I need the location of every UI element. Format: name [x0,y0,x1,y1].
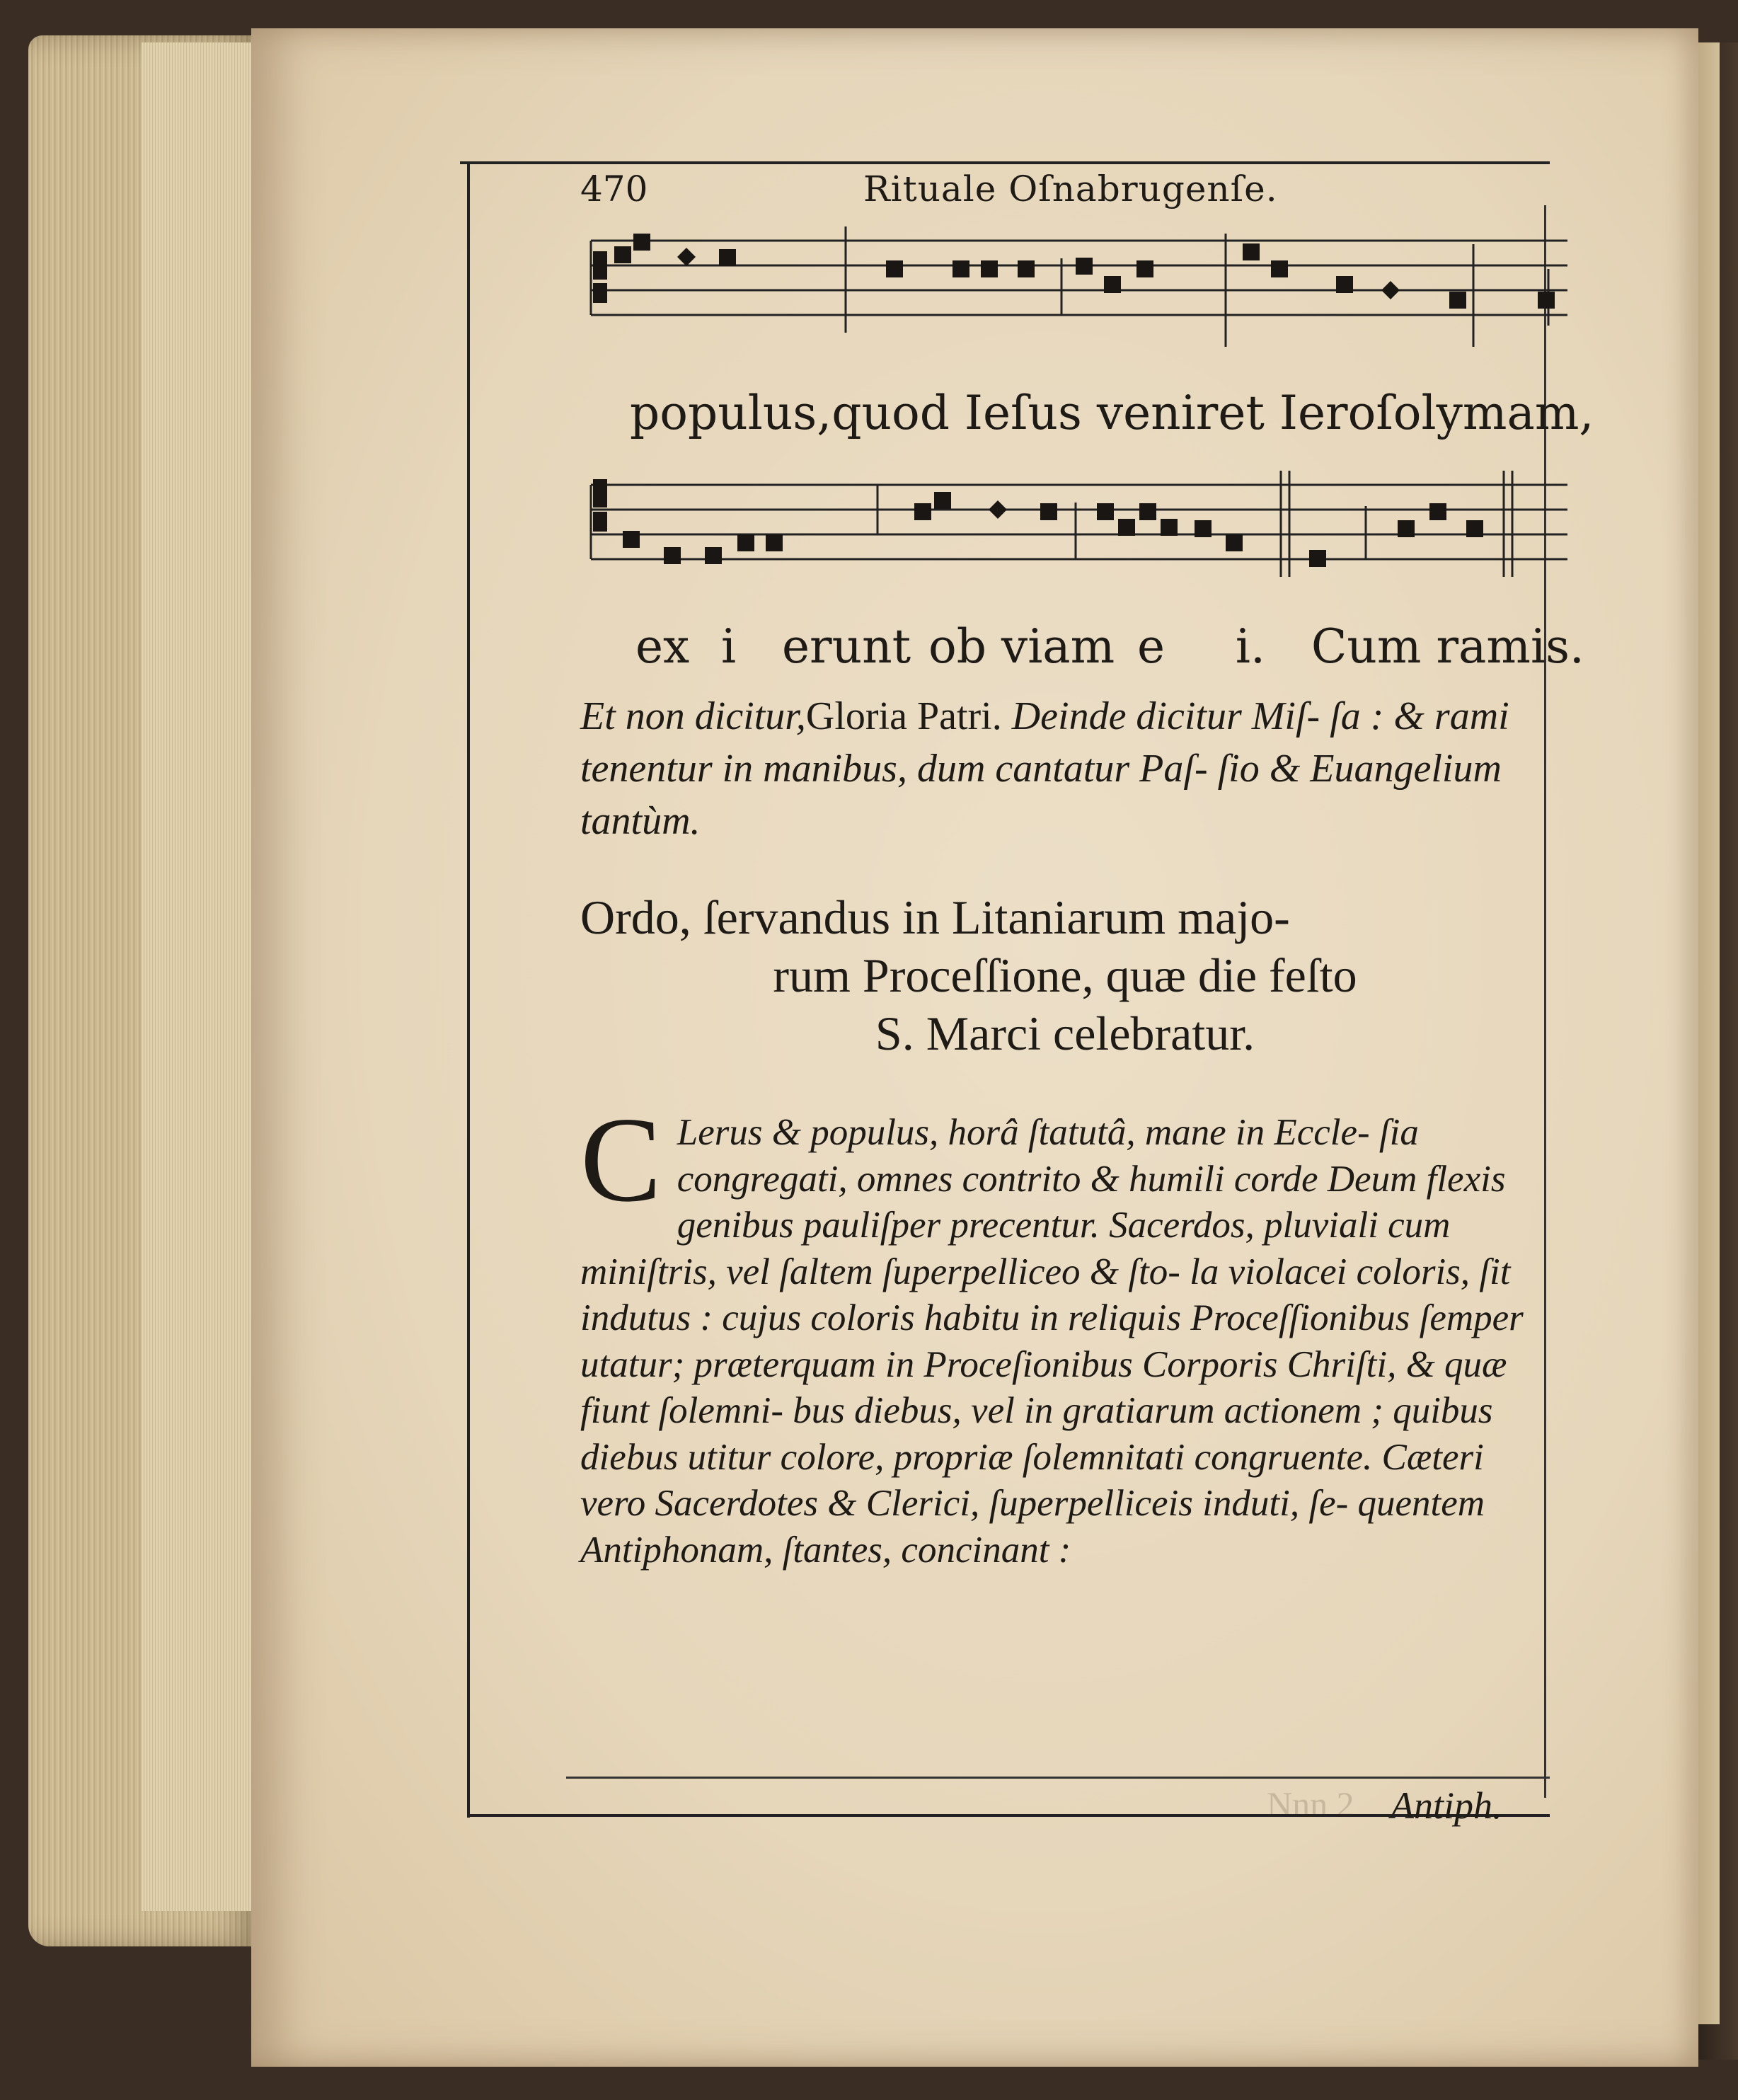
chant-lyric-line-1: populus,quod Ieſus veniret Ieroſolymam, [630,386,1594,440]
drop-cap: C [580,1093,662,1227]
frame-rule-bottom [467,1814,1550,1817]
rubric-part-1: Et non dicitur, [580,694,806,738]
rubric-text [580,690,1550,847]
page-number: 470 [580,168,648,210]
frame-rule-left [467,161,470,1818]
lyric-syllable: ex [635,619,690,674]
lyric-syllable: ob viam [928,619,1115,674]
lyric-syllable: e [1136,619,1165,674]
lyric-syllable: i. [1235,619,1266,674]
page-header [580,168,1529,225]
heading-line-2: rum Proceſſione, quæ die feſto [773,948,1357,1002]
music-staff-2 [580,471,1567,591]
bleed-through-text: Nnn 2 [1267,1784,1354,1824]
running-title: Rituale Oſnabrugenſe. [863,168,1278,210]
rubric-part-2: Gloria Patri. [805,694,1002,738]
frame-rule-top [460,161,1550,164]
body-text: Lerus & populus, horâ ſtatutâ, mane in Eccle- ſia congregati, omnes contrito & humili corde Deum flexis genibus pauliſper precentur. Sacerdos, pluviali cum miniſtris, vel ſaltem ſuperpelliceo & ſto- la violacei coloris, ſit indutus : cujus coloris habitu in reliquis Proceſſionibus ſemper utatur; præterquam in Proceſionibus Corporis Chriſti, & quæ fiunt ſolemni- bus diebus, vel in gratiarum actionem ; quibus diebus utitur colore, propriæ ſolemnitati congruente. Cæteri vero Sacerdotes & Clerici, ſuperpelliceis induti, ſe- quentem Antiphonam, ſtantes, concinant : [580,1112,1524,1571]
heading-line-1: Ordo, ſervandus in Litaniarum majo- [580,890,1290,944]
section-heading [580,888,1550,1062]
lyric-syllable: erunt [781,619,911,674]
music-staff-1 [580,226,1567,347]
book-page-edges-inner [142,42,262,1911]
heading-line-3: S. Marci celebratur. [875,1006,1255,1060]
rubric-part-3: Deinde dicitur Miſ- ſa : & rami tenentur in manibus, dum cantatur Paſ- ſio & Euangelium tantùm. [580,694,1509,843]
catchword: Antiph. [1391,1784,1502,1827]
chant-lyric-line-2 [635,619,1584,674]
text-block-rule [566,1777,1550,1779]
lyric-syllable: i [720,619,737,674]
body-paragraph [580,1093,1550,1573]
lyric-syllable: Cum ramis. [1311,619,1584,674]
